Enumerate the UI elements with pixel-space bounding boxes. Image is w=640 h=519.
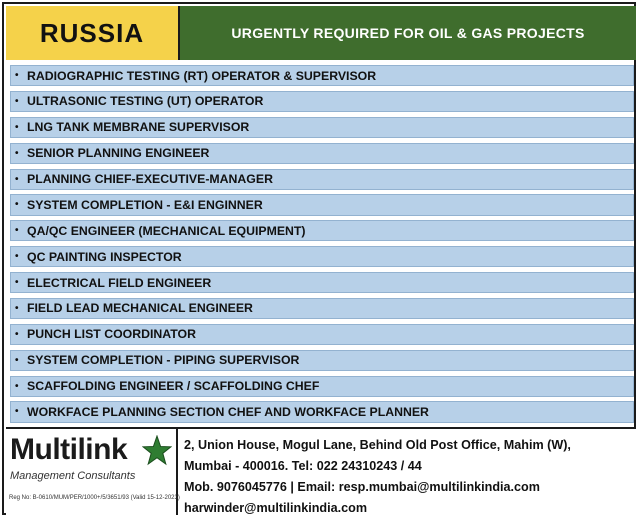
job-title: FIELD LEAD MECHANICAL ENGINEER: [27, 301, 253, 316]
job-title: QA/QC ENGINEER (MECHANICAL EQUIPMENT): [27, 223, 306, 238]
job-row: [10, 298, 634, 319]
bullet-icon: •: [15, 354, 19, 366]
bullet-icon: •: [15, 406, 19, 418]
star-icon: [142, 435, 172, 467]
job-row: [10, 169, 634, 190]
bullet-icon: •: [15, 277, 19, 289]
footer: [6, 427, 636, 515]
bullet-icon: •: [15, 225, 19, 237]
job-row: [10, 91, 634, 112]
job-title: PUNCH LIST COORDINATOR: [27, 327, 196, 342]
tagline: URGENTLY REQUIRED FOR OIL & GAS PROJECTS: [180, 6, 636, 60]
job-title: ULTRASONIC TESTING (UT) OPERATOR: [27, 94, 264, 109]
bullet-icon: •: [15, 199, 19, 211]
job-row: [10, 376, 634, 397]
job-row: [10, 324, 634, 345]
company-logo: [6, 429, 178, 515]
bullet-icon: •: [15, 380, 19, 392]
company-subtitle: Management Consultants: [10, 470, 136, 482]
job-title: QC PAINTING INSPECTOR: [27, 249, 182, 264]
job-row: [10, 350, 634, 371]
job-title: SENIOR PLANNING ENGINEER: [27, 146, 210, 161]
company-name: Multilink: [10, 433, 128, 466]
job-list: [10, 65, 634, 427]
job-title: RADIOGRAPHIC TESTING (RT) OPERATOR & SUPERVISOR: [27, 68, 377, 83]
registration-number: Reg No: B-0610/MUM/PER/1000+/5/3651/93 (Valid 15-12-2023): [9, 495, 180, 501]
bullet-icon: •: [15, 121, 19, 133]
address-line-2: Mumbai - 400016. Tel: 022 24310243 / 44: [184, 459, 422, 473]
secondary-email: harwinder@multilinkindia.com: [184, 501, 368, 515]
job-row: [10, 401, 634, 422]
job-row: [10, 246, 634, 267]
header: [6, 6, 636, 60]
job-title: SYSTEM COMPLETION - E&I ENGINNER: [27, 197, 263, 212]
bullet-icon: •: [15, 328, 19, 340]
country-title: RUSSIA: [6, 6, 180, 60]
bullet-icon: •: [15, 147, 19, 159]
job-row: [10, 65, 634, 86]
job-title: WORKFACE PLANNING SECTION CHEF AND WORKFACE PLANNER: [27, 404, 429, 419]
phone-email: Mob. 9076045776 | Email: resp.mumbai@multilinkindia.com: [184, 480, 540, 494]
job-advert: [2, 2, 636, 515]
job-title: LNG TANK MEMBRANE SUPERVISOR: [27, 120, 250, 135]
job-title: ELECTRICAL FIELD ENGINEER: [27, 275, 212, 290]
job-row: [10, 117, 634, 138]
job-title: SCAFFOLDING ENGINEER / SCAFFOLDING CHEF: [27, 379, 320, 394]
job-row: [10, 143, 634, 164]
address-line-1: 2, Union House, Mogul Lane, Behind Old Post Office, Mahim (W),: [184, 438, 571, 452]
job-title: PLANNING CHIEF-EXECUTIVE-MANAGER: [27, 172, 273, 187]
bullet-icon: •: [15, 70, 19, 82]
job-row: [10, 272, 634, 293]
job-row: [10, 220, 634, 241]
bullet-icon: •: [15, 95, 19, 107]
bullet-icon: •: [15, 302, 19, 314]
bullet-icon: •: [15, 173, 19, 185]
job-title: SYSTEM COMPLETION - PIPING SUPERVISOR: [27, 353, 300, 368]
bullet-icon: •: [15, 251, 19, 263]
contact-details: [178, 429, 636, 515]
job-row: [10, 194, 634, 215]
